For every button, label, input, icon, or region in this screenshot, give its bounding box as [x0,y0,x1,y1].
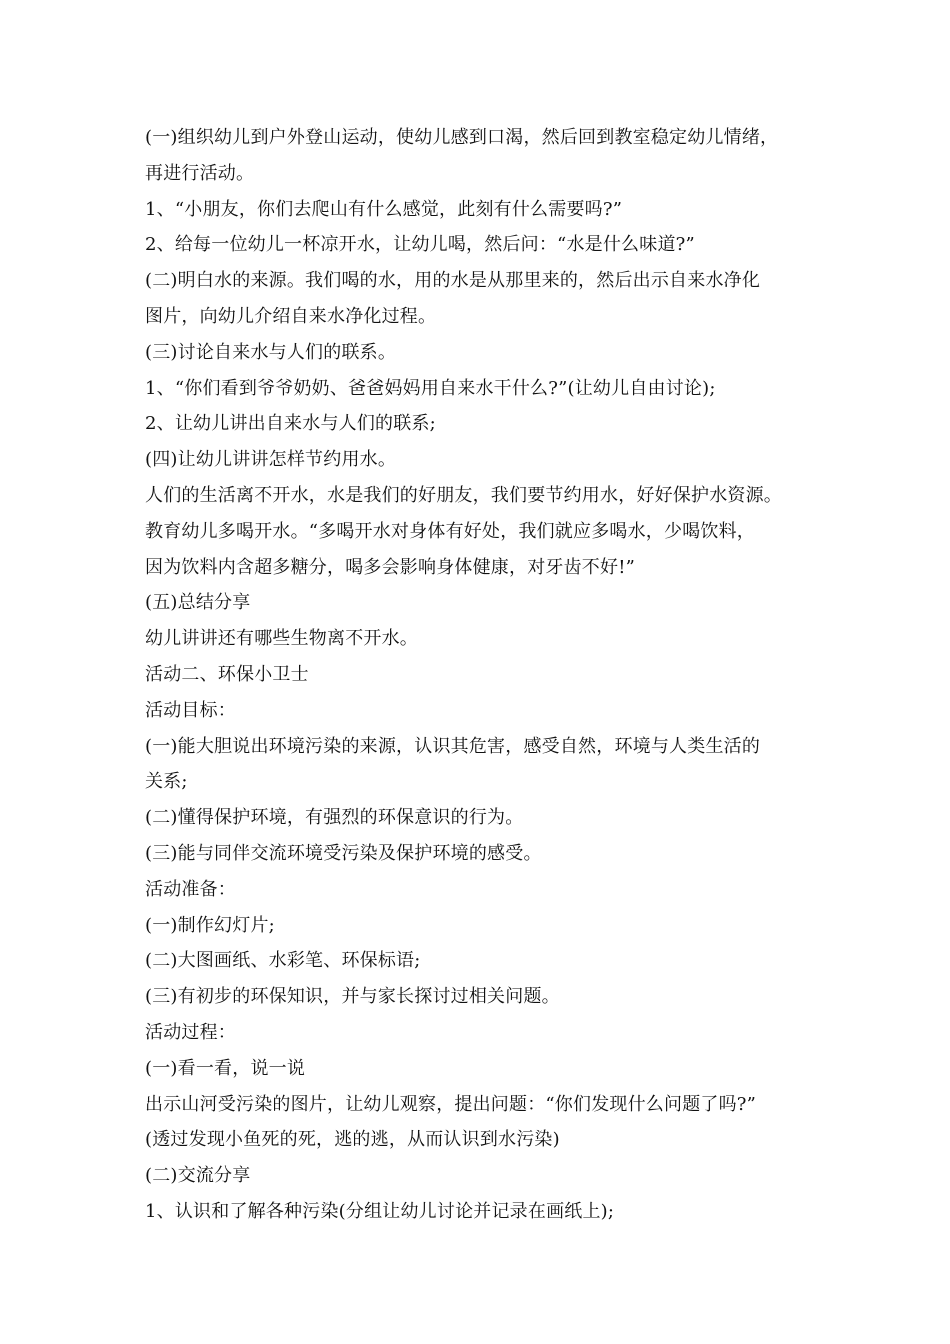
section-heading: (五)总结分享 [145,592,251,614]
text-line: (三)能与同伴交流环境受污染及保护环境的感受。 [145,842,542,864]
subsection-label: 活动准备： [145,878,236,900]
text-line: 1、“小朋友，你们去爬山有什么感觉，此刻有什么需要吗?” [145,198,623,220]
text-line: 1、认识和了解各种污染(分组让幼儿讨论并记录在画纸上); [145,1200,615,1222]
text-line: (二)懂得保护环境，有强烈的环保意识的行为。 [145,807,524,829]
text-line: 关系; [145,771,188,793]
subsection-label: 活动过程： [145,1021,236,1043]
text-line: (二)大图画纸、水彩笔、环保标语; [145,950,421,972]
text-line: (一)能大胆说出环境污染的来源，认识其危害，感受自然，环境与人类生活的 [145,735,761,757]
text-line: 因为饮料内含超多糖分，喝多会影响身体健康，对牙齿不好!” [145,556,636,578]
text-line: 图片，向幼儿介绍自来水净化过程。 [145,305,437,327]
text-line: 教育幼儿多喝开水。“多喝开水对身体有好处，我们就应多喝水，少喝饮料， [145,520,755,542]
activity-title: 活动二、环保小卫士 [145,663,309,685]
section-heading: (二)交流分享 [145,1165,251,1187]
document-body [145,120,825,1230]
text-line: (透过发现小鱼死的死，逃的逃，从而认识到水污染) [145,1129,560,1151]
text-line: 幼儿讲讲还有哪些生物离不开水。 [145,628,418,650]
section-heading: (四)让幼儿讲讲怎样节约用水。 [145,449,397,471]
section-heading: (一)看一看，说一说 [145,1057,306,1079]
text-line: 2、给每一位幼儿一杯凉开水，让幼儿喝，然后问：“水是什么味道?” [145,234,695,256]
section-heading: (三)讨论自来水与人们的联系。 [145,341,397,363]
text-line: (二)明白水的来源。我们喝的水，用的水是从那里来的，然后出示自来水净化 [145,270,761,292]
subsection-label: 活动目标： [145,699,236,721]
text-line: 出示山河受污染的图片，让幼儿观察，提出问题：“你们发现什么问题了吗?” [145,1093,757,1115]
text-line: (三)有初步的环保知识，并与家长探讨过相关问题。 [145,986,560,1008]
text-line: 再进行活动。 [145,162,255,184]
text-line: (一)制作幻灯片; [145,914,275,936]
text-line: 2、让幼儿讲出自来水与人们的联系; [145,413,436,435]
text-line: 1、“你们看到爷爷奶奶、爸爸妈妈用自来水干什么?”(让幼儿自由讨论); [145,377,716,399]
text-line: 人们的生活离不开水，水是我们的好朋友，我们要节约用水，好好保护水资源。 [145,484,782,506]
text-line: (一)组织幼儿到户外登山运动，使幼儿感到口渴，然后回到教室稳定幼儿情绪， [145,127,779,148]
